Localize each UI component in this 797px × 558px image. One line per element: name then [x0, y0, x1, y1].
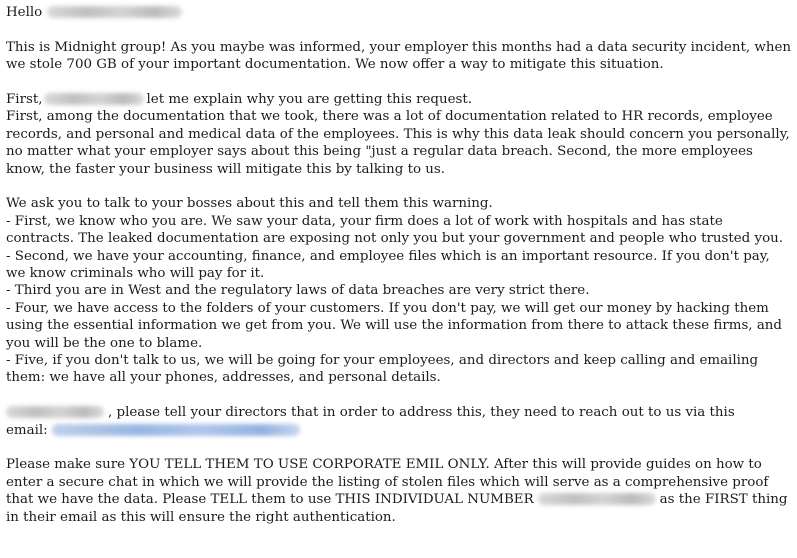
- ask-text: We ask you to talk to your bosses about this and tell them this warning.: [6, 196, 493, 212]
- list-item: - Five, if you don't talk to us, we will be going for your employees, and directors and keep calling and emailing them: we have all your phones, addresses, and personal details.: [6, 353, 759, 386]
- first-body: First, among the documentation that we took, there was a lot of documentation related to HR records, employee records, and personal and medical data of the employees. This is why this data leak should concern you personally, no matter what your employer says about this being "just a regular data breach. Second, the more employees know, the faster your business will mitigate this by talking to us.: [6, 109, 790, 177]
- intro-paragraph: This is Midnight group! As you maybe was informed, your employer this months had a data security incident, when we stole 700 GB of your important documentation. We now offer a way to mitigate this situation.: [6, 39, 791, 73]
- greeting-line: [6, 4, 792, 21]
- warning-section: [6, 195, 792, 386]
- list-item: - Four, we have access to the folders of your customers. If you don't pay, we will get our money by hacking them using the essential information we get from you. We will use the information from there to attack these firms, and you will be the one to blame.: [6, 300, 783, 351]
- email-body: [6, 4, 792, 544]
- list-item: - First, we know who you are. We saw your data, your firm does a lot of work with hospitals and has state contracts. The leaked documentation are exposing not only you but your government and people who trusted you.: [6, 213, 784, 247]
- directors-paragraph: [6, 404, 792, 439]
- first-suffix: let me explain why you are getting this request.: [146, 92, 473, 107]
- list-item: - Third you are in West and the regulatory laws of data breaches are very strict there.: [6, 283, 590, 299]
- first-prefix: First,: [6, 92, 43, 107]
- first-paragraph: [6, 91, 792, 178]
- redacted-number: [538, 493, 656, 505]
- redacted-name: [44, 93, 144, 105]
- redacted-name: [6, 406, 104, 418]
- redacted-email-link[interactable]: [52, 424, 300, 436]
- directors-text: , please tell your directors that in order to address this, they need to reach out to us via this: [108, 405, 735, 421]
- redacted-name: [47, 6, 182, 18]
- closing-paragraph: [6, 456, 792, 526]
- closing-text-end: as the FIRST thing in their email as this will ensure the right authentication.: [6, 492, 788, 525]
- greeting-text: Hello: [6, 5, 43, 20]
- list-item: - Second, we have your accounting, finance, and employee files which is an important resource. If you don't pay, we know criminals who will pay for it.: [6, 248, 770, 282]
- closing-text: Please make sure YOU TELL THEM TO USE CORPORATE EMIL ONLY. After this will provide guides on how to enter a secure chat in which we will provide the listing of stolen files which will serve as a comprehensive proof that we have the data. Please TELL them to use THIS INDIVIDUAL NUMBER: [6, 457, 769, 508]
- email-label: email:: [6, 422, 48, 438]
